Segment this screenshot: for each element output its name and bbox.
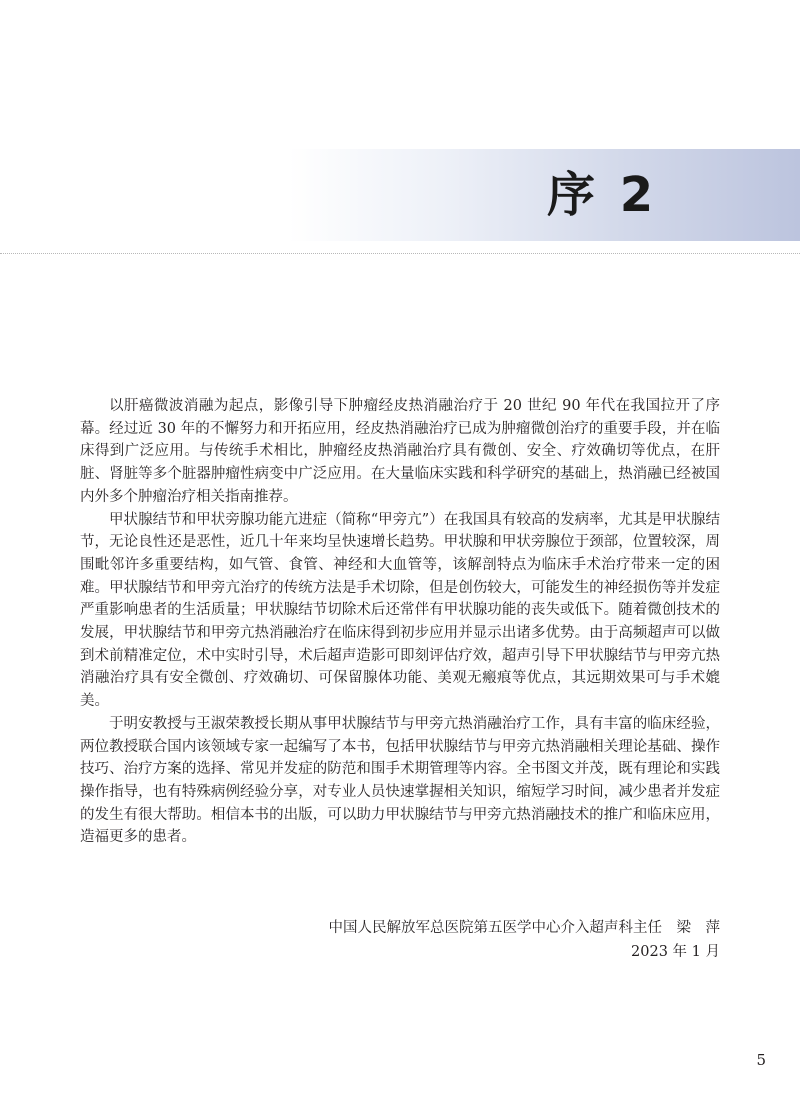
preface-body (80, 395, 720, 849)
signature-date: 2023 年 1 月 (631, 944, 720, 960)
signature-author: 中国人民解放军总医院第五医学中心介入超声科主任 梁 萍 (328, 920, 720, 936)
paragraph-2: 甲状腺结节和甲状旁腺功能亢进症（简称“甲旁亢”）在我国具有较高的发病率，尤其是甲状腺结节，无论良性还是恶性，近几十年来均呈快速增长趋势。甲状腺和甲状旁腺位于颈部，位置较深，周围毗邻许多重要结构，如气管、食管、神经和大血管等，该解剖特点为临床手术治疗带来一定的困难。甲状腺结节和甲旁亢治疗的传统方法是手术切除，但是创伤较大，可能发生的神经损伤等并发症严重影响患者的生活质量；甲状腺结节切除术后还常伴有甲状腺功能的丧失或低下。随着微创技术的发展，甲状腺结节和甲旁亢热消融治疗在临床得到初步应用并显示出诸多优势。由于高频超声可以做到术前精准定位，术中实时引导，术后超声造影可即刻评估疗效，超声引导下甲状腺结节与甲旁亢热消融治疗具有安全微创、疗效确切、可保留腺体功能、美观无瘢痕等优点，其远期效果可与手术媲美。 (80, 511, 720, 710)
page-title: 序 2 (547, 167, 658, 223)
header-divider (0, 253, 800, 254)
header-band (288, 149, 800, 241)
paragraph-3: 于明安教授与王淑荣教授长期从事甲状腺结节与甲旁亢热消融治疗工作，具有丰富的临床经验，两位教授联合国内该领域专家一起编写了本书，包括甲状腺结节与甲旁亢热消融相关理论基础、操作技巧、治疗方案的选择、常见并发症的防范和围手术期管理等内容。全书图文并茂，既有理论和实践操作指导，也有特殊病例经验分享，对专业人员快速掌握相关知识，缩短学习时间，减少患者并发症的发生有很大帮助。相信本书的出版，可以助力甲状腺结节与甲旁亢热消融技术的推广和临床应用，造福更多的患者。 (80, 715, 720, 846)
paragraph-1: 以肝癌微波消融为起点，影像引导下肿瘤经皮热消融治疗于 20 世纪 90 年代在我国拉开了序幕。经过近 30 年的不懈努力和开拓应用，经皮热消融治疗已成为肿瘤微创治疗的重要手段，并在临床得到广泛应用。与传统手术相比，肿瘤经皮热消融治疗具有微创、安全、疗效确切等优点，在肝脏、肾脏等多个脏器肿瘤性病变中广泛应用。在大量临床实践和科学研究的基础上，热消融已经被国内外多个肿瘤治疗相关指南推荐。 (80, 398, 720, 505)
signature-block (200, 916, 720, 964)
page-number: 5 (756, 1051, 766, 1069)
